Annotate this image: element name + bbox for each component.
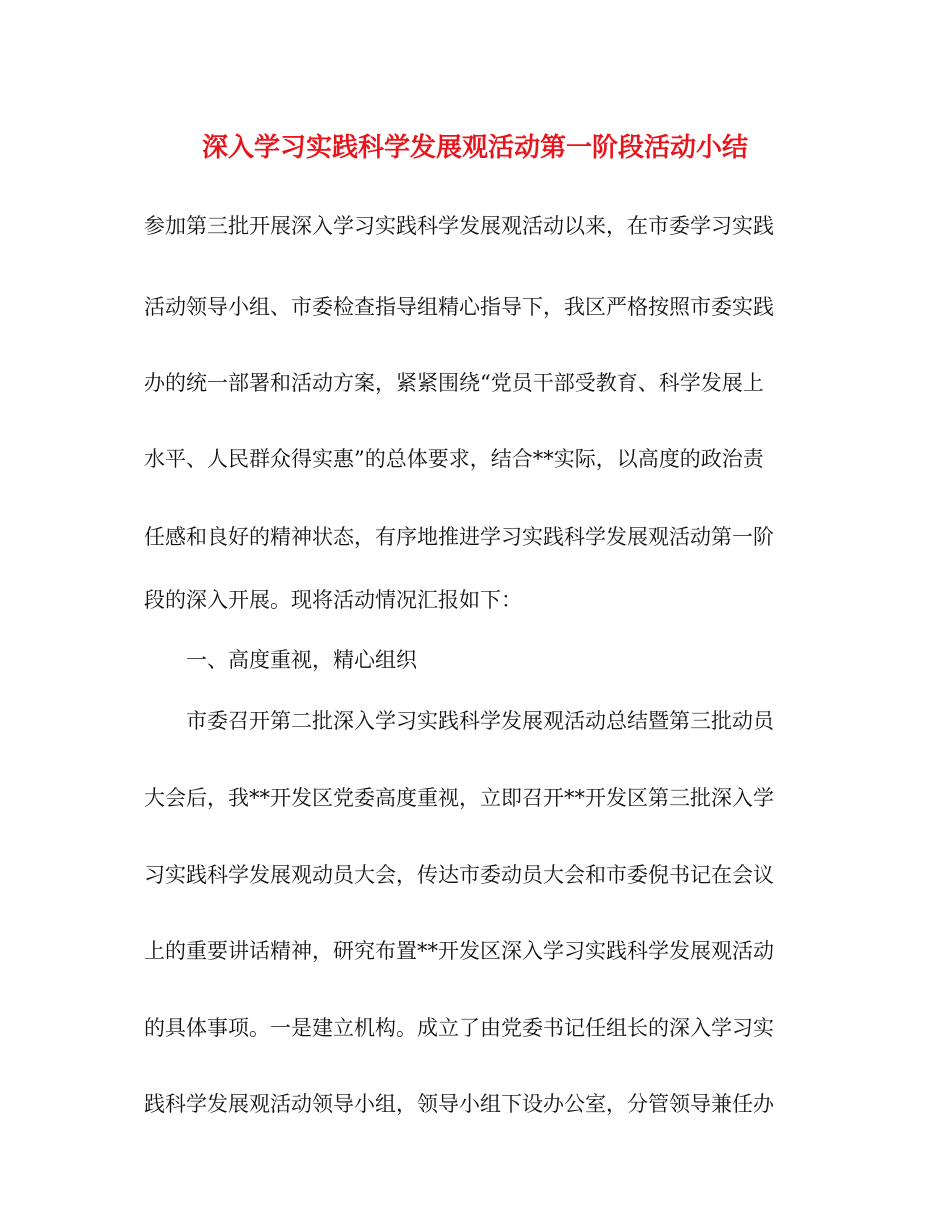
paragraph-line: 大会后，我**开发区党委高度重视，立即召开**开发区第三批深入学 — [144, 786, 774, 810]
paragraph-line: 市委召开第二批深入学习实践科学发展观活动总结暨第三批动员 — [186, 709, 774, 733]
paragraph-line: 活动领导小组、市委检查指导组精心指导下，我区严格按照市委实践 — [144, 295, 774, 319]
paragraph-line: 的具体事项。一是建立机构。成立了由党委书记任组长的深入学习实 — [144, 1016, 774, 1040]
paragraph-line: 上的重要讲话精神，研究布置**开发区深入学习实践科学发展观活动 — [144, 939, 774, 963]
paragraph-line: 参加第三批开展深入学习实践科学发展观活动以来，在市委学习实践 — [144, 214, 774, 238]
paragraph-line: 办的统一部署和活动方案，紧紧围绕“党员干部受教育、科学发展上 — [144, 371, 764, 395]
paragraph-line: 水平、人民群众得实惠”的总体要求，结合**实际，以高度的政治责 — [144, 447, 764, 471]
paragraph-line: 践科学发展观活动领导小组，领导小组下设办公室，分管领导兼任办 — [144, 1092, 774, 1116]
document-title: 深入学习实践科学发展观活动第一阶段活动小结 — [201, 133, 748, 163]
paragraph-line: 习实践科学发展观动员大会，传达市委动员大会和市委倪书记在会议 — [144, 863, 774, 887]
paragraph-line: 段的深入开展。现将活动情况汇报如下： — [144, 588, 522, 612]
section-heading: 一、高度重视，精心组织 — [186, 648, 417, 672]
paragraph-line: 任感和良好的精神状态，有序地推进学习实践科学发展观活动第一阶 — [144, 525, 774, 549]
